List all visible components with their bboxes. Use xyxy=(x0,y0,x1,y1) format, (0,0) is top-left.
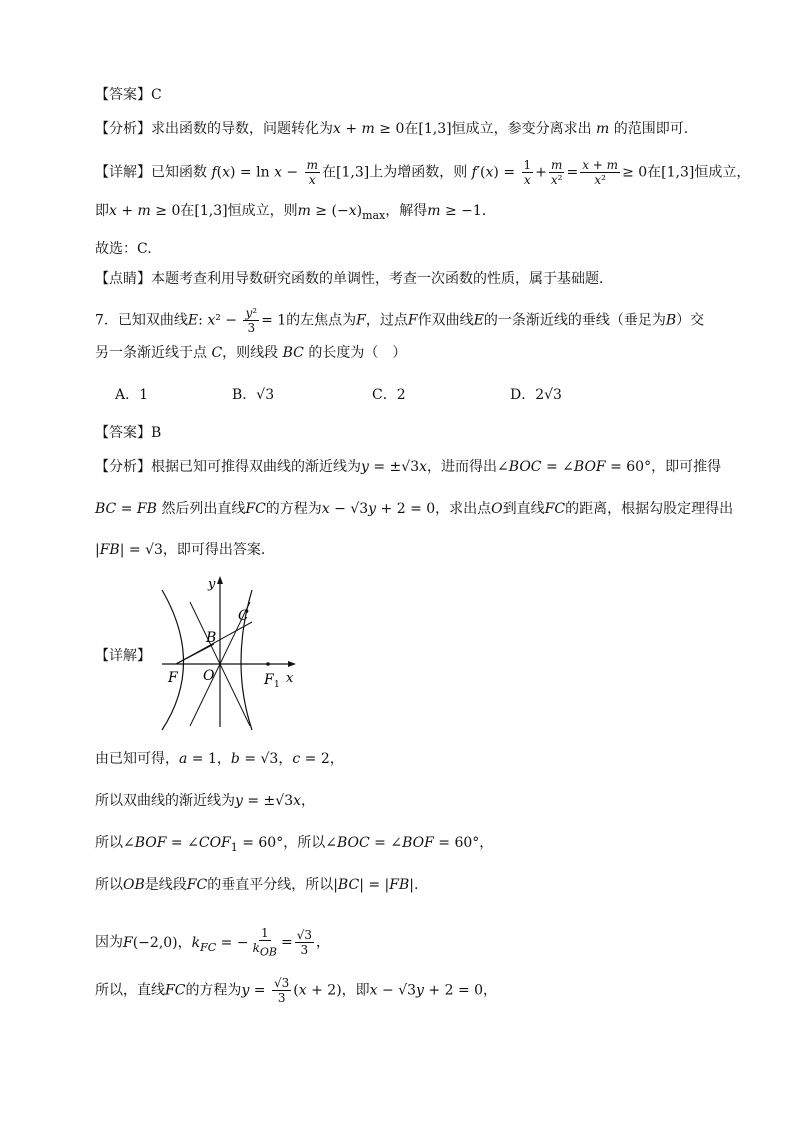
q7-line-a: 所以，直线 xyxy=(95,982,165,999)
answer-label: 【答案】 xyxy=(95,425,151,441)
q7-so2: 所以 xyxy=(95,835,123,851)
q7-because: 因为 xyxy=(95,934,123,951)
q7-asymptote-eq-2: y = ±√3x， xyxy=(235,793,316,809)
q7-detail-asymptote xyxy=(95,790,315,812)
q7-detail-label-line xyxy=(95,645,151,667)
q7-frac-sqrt3-3-b: $\frac{√3}{3}$ xyxy=(274,976,290,1005)
q7-so3-a: 所以 xyxy=(95,877,123,893)
x-axis-arrow xyxy=(288,661,296,667)
analysis-label: 【分析】 xyxy=(95,459,151,475)
q7-stem-e: 的一条渐近线的垂线（垂足为 xyxy=(483,312,666,329)
q7-y-eq: y = xyxy=(241,982,270,999)
q7-stem-a: 7．已知双曲线 xyxy=(95,312,188,329)
q6-detail-text-c: 恒成立， xyxy=(694,164,751,181)
q7-analysis2-b: 的方程为 xyxy=(265,501,322,517)
q7-analysis-line-2: BC = FB 然后列出直线FC的方程为x − √3y + 2 = 0，求出点O到直线FC的距离，根据勾股定理得出 xyxy=(95,501,734,517)
q7-detail-bisector: 所以OB是线段FC的垂直平分线，所以|BC| = |FB|. xyxy=(95,877,419,893)
q7-frac-sqrt3-3: $\frac{√3}{3}$ xyxy=(296,928,312,958)
analysis-label: 【分析】 xyxy=(95,121,151,137)
left-branch xyxy=(162,590,184,730)
q7-so2-b: ，所以 xyxy=(283,835,326,851)
q6-analysis-text-c: 的范围即可. xyxy=(613,121,689,137)
answer-label: 【答案】 xyxy=(95,87,151,103)
q7-stem2-a: 另一条渐近线于点 xyxy=(95,345,207,361)
label-b: B xyxy=(206,630,217,646)
label-f1-sub: 1 xyxy=(274,680,280,690)
q7-stem2-c: 的长度为（ ） xyxy=(308,345,407,361)
q7-analysis3: ，即可得出答案. xyxy=(162,542,266,558)
q7-hyperbola-eq: E: x² − xyxy=(187,312,242,329)
q7-stem-b: 的左焦点为 xyxy=(286,312,357,329)
q7-so: 所以双曲线的渐近线为 xyxy=(95,793,235,809)
label-o: O xyxy=(203,668,215,684)
q7-bc-fb: BC = FB xyxy=(95,501,162,517)
q7-option-a[interactable]: A．1 xyxy=(115,387,149,403)
q7-analysis-line-3 xyxy=(95,539,265,561)
label-f: F xyxy=(168,670,178,686)
q6-geq-zero: ≥ 0在[1,3] xyxy=(622,164,695,181)
q6-result: m ≥ −1. xyxy=(427,203,487,219)
q7-option-d[interactable]: D．2√3 xyxy=(510,387,562,403)
q7-fb-abs: |FB| = √3 xyxy=(95,542,163,558)
detail-label: 【详解】 xyxy=(95,648,151,664)
q7-angle-bof-cof: ∠BOF = $\angle COF_1 = 60^\circ$ xyxy=(123,835,284,854)
q7-analysis2-c: ，求出点 xyxy=(435,501,492,517)
q6-expr-x-m: x + m ≥ 0 xyxy=(333,121,405,137)
q6-detail-line-1: 【详解】已知函数 f(x) = ln x − $\frac{m}{x}$ 在[1,3]上为增函数，则 f′(x) = $\frac{1}{x}$ + $\frac{m}{\text{x²}}$ = $\frac{x + m}{\text{x²}}$ ≥ 0在[1,3]恒成立， xyxy=(95,158,751,187)
q6-analysis-text-b: 恒成立，参变分离求出 xyxy=(451,121,592,137)
q6-comment-line xyxy=(95,268,613,290)
q7-x-plus-2: (x + 2) xyxy=(293,982,342,999)
q7-analysis-line-1 xyxy=(95,456,721,478)
q7-line-b: 的方程为 xyxy=(185,982,242,999)
q6-expr-max: $m \ge (-x)_{max}$ xyxy=(297,203,386,222)
q7-stem-c: ，过点 xyxy=(365,312,408,329)
q6-interval-3: 在[1,3] xyxy=(180,203,228,219)
q6-frac-m-x: $\frac{m}{x}$ xyxy=(306,158,318,187)
q6-frac-1-x: $\frac{1}{x}$ xyxy=(523,158,532,187)
label-y: y xyxy=(208,577,216,592)
q6-detail-line-2 xyxy=(95,200,486,227)
q6-answer: C xyxy=(151,87,162,103)
q7-line-eq: x − √3y + 2 = 0 xyxy=(321,501,436,517)
q7-stem2-b: ，则线段 xyxy=(222,345,279,361)
comment-label: 【点睛】 xyxy=(95,271,151,287)
y-axis-arrow xyxy=(217,576,223,584)
q6-detail-text-b: 上为增函数，则 xyxy=(369,164,468,181)
q7-frac-y2-3: $\frac{\text{y²}}{3}$ xyxy=(245,306,258,335)
q6-comment-text: 本题考查利用导数研究函数的单调性，考查一次函数的性质，属于基础题． xyxy=(151,271,613,287)
q6-interval-2: 在[1,3] xyxy=(322,164,370,181)
q6-frac-xm-x2: $\frac{x + m}{\text{x²}}$ xyxy=(582,158,619,187)
q7-stem-d: 作双曲线 xyxy=(417,312,474,329)
q6-choose-line: 故选：C. xyxy=(95,241,152,257)
q6-function-def: f(x) = ln x − xyxy=(211,164,303,181)
q6-analysis-text-a: 求出函数的导数，问题转化为 xyxy=(151,121,333,137)
q7-answer-line xyxy=(95,422,161,444)
q7-line-c: ，即 xyxy=(341,982,370,999)
q7-analysis1-b: ，进而得出 xyxy=(427,459,498,475)
q7-analysis1-c: ，即可推得 xyxy=(651,459,722,475)
label-c: C xyxy=(238,608,249,624)
q7-stem-line-2: 另一条渐近线于点 C，则线段 BC 的长度为（ ） xyxy=(95,345,407,361)
q7-option-b[interactable]: B．√3 xyxy=(232,387,275,403)
q6-analysis-line xyxy=(95,118,688,140)
q7-stem-f: ）交 xyxy=(676,312,705,329)
q6-detail2-text-b: 恒成立，则 xyxy=(227,203,298,219)
q7-eq-one: = 1 xyxy=(261,312,287,329)
q7-bc-eq-fb: |BC| = |FB|. xyxy=(333,877,419,893)
q6-answer-line xyxy=(95,84,162,106)
label-f1: F xyxy=(264,672,274,688)
q7-answer: B xyxy=(151,425,162,441)
q7-analysis2-a: 然后列出直线 xyxy=(161,501,246,517)
q6-interval: 在[1,3] xyxy=(404,121,452,137)
q7-detail-known xyxy=(95,748,344,770)
q7-analysis2-d: 到直线 xyxy=(502,501,545,517)
q7-abc-values: a = 1，b = √3，c = 2， xyxy=(179,751,344,767)
q7-from-known: 由已知可得， xyxy=(95,751,179,767)
q6-detail2-text-c: ，解得 xyxy=(385,203,428,219)
q6-detail2-text-a: 即 xyxy=(95,203,109,219)
line-fb xyxy=(176,644,214,664)
q7-stem-line-1: 7．已知双曲线E: x² − $\frac{\text{y²}}{3}$ = 1的左焦点为F，过点F作双曲线E的一条渐近线的垂线（垂足为B）交 xyxy=(95,306,705,335)
q7-option-c[interactable]: C．2 xyxy=(372,387,406,403)
q7-analysis1-a: 根据已知可推得双曲线的渐近线为 xyxy=(151,459,361,475)
q7-angle-boc-bof: ∠BOC = ∠BOF = 60°， xyxy=(325,835,494,851)
q6-detail-text-a: 已知函数 xyxy=(151,164,207,181)
q7-analysis2-e: 的距离，根据勾股定理得出 xyxy=(565,501,734,517)
q7-point-f: F(−2,0)，$k_{FC}$ = − xyxy=(123,934,249,954)
q7-detail-line-eq: 所以，直线FC的方程为y = $\frac{√3}{3}$ (x + 2)，即x − √3y + 2 = 0， xyxy=(95,976,498,1005)
q7-frac-1-kob: $\frac{1}{k_{OB}}$ xyxy=(252,926,277,959)
hyperbola-figure xyxy=(150,572,300,732)
q7-so3-c: 的垂直平分线，所以 xyxy=(207,877,334,893)
q7-so3-b: 是线段 xyxy=(144,877,187,893)
label-x: x xyxy=(286,671,294,686)
q6-expr-2: x + m ≥ 0 xyxy=(109,203,181,219)
q7-angle-eq: ∠BOC = ∠BOF = 60° xyxy=(497,459,652,475)
q7-detail-slope: 因为F(−2,0)，$k_{FC}$ = − $\frac{1}{k_{OB}}$ = $\frac{√3}{3}$ ， xyxy=(95,926,330,959)
f1-point xyxy=(266,662,270,666)
q6-derivative: f′(x) = xyxy=(471,164,520,181)
q6-var-m: m xyxy=(591,121,614,137)
detail-label: 【详解】 xyxy=(95,164,151,181)
q7-line-eq-final: x − √3y + 2 = 0， xyxy=(369,982,498,999)
q7-detail-angles xyxy=(95,832,493,859)
q7-asymptote-eq: y = ±√3x xyxy=(361,459,428,475)
q6-frac-m-x2: $\frac{m}{\text{x²}}$ xyxy=(550,158,563,187)
